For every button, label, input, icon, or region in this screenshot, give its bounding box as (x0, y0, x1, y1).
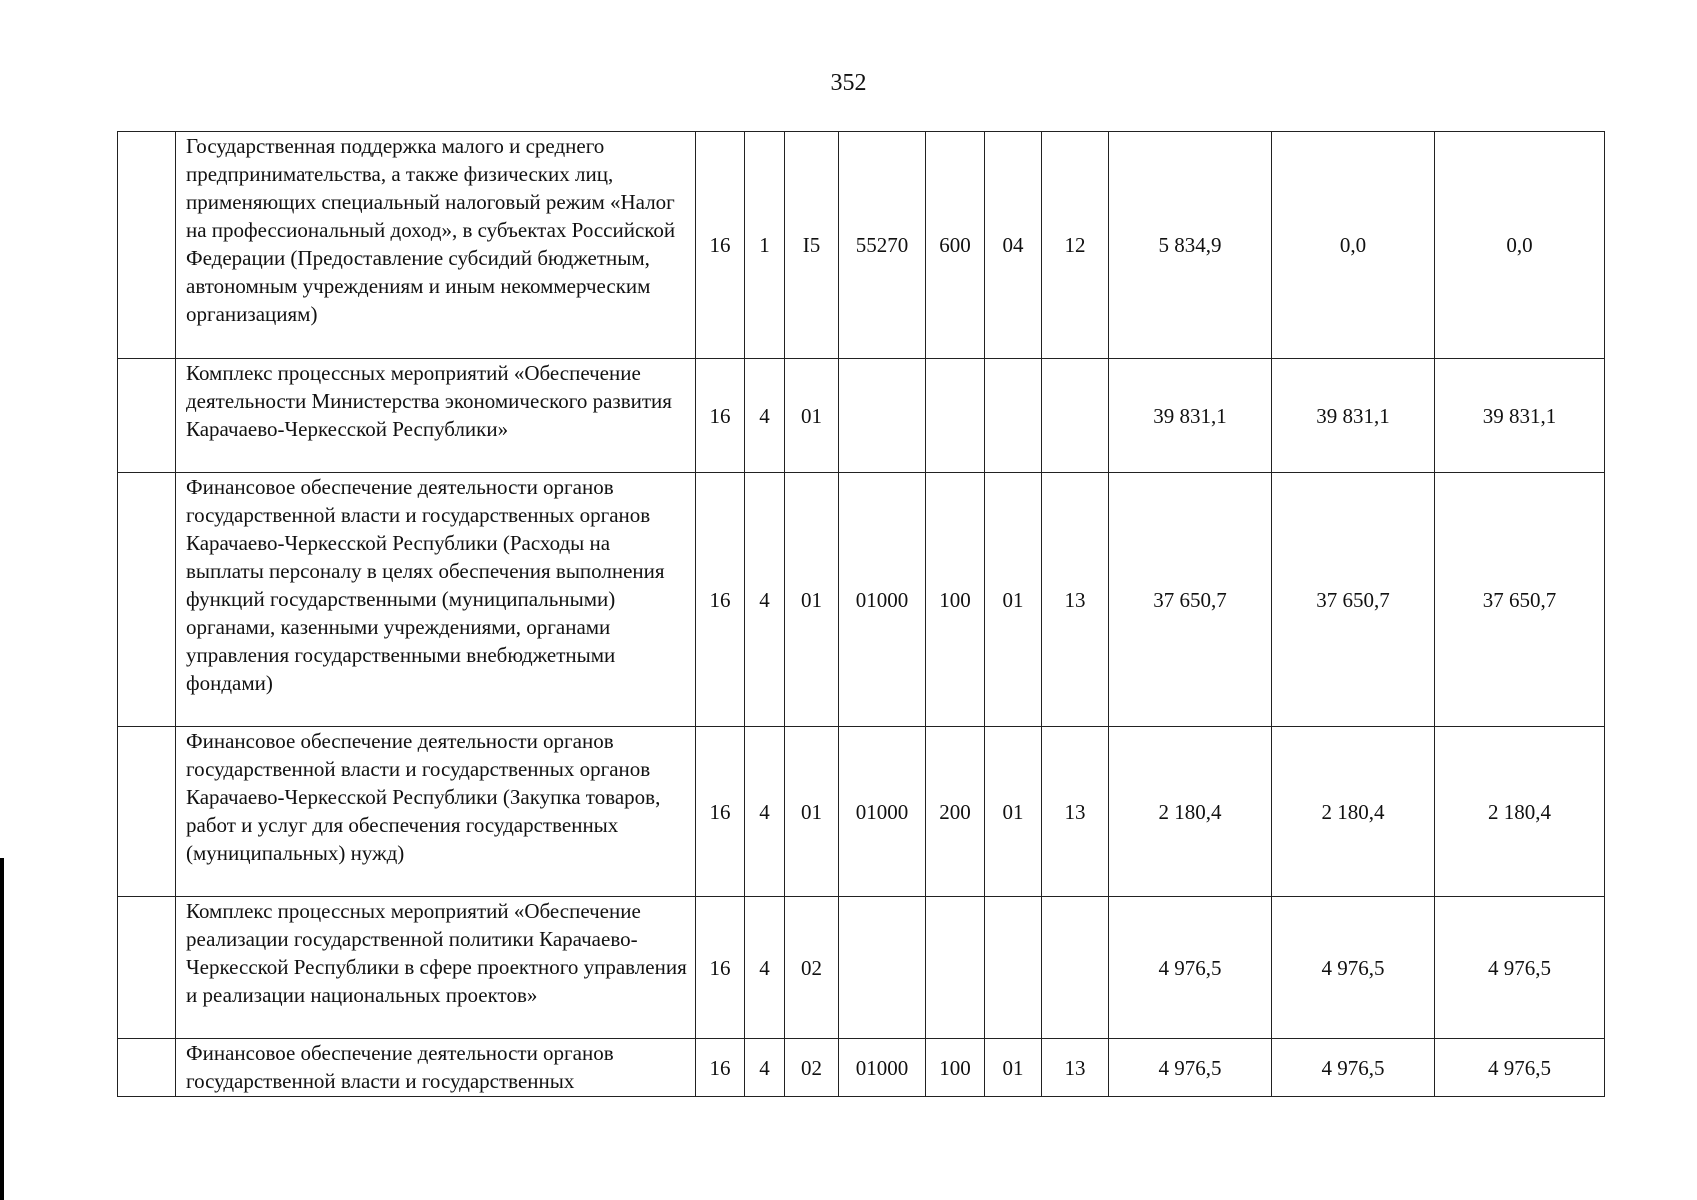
code-cell: 02 (785, 1039, 839, 1097)
amount-cell: 2 180,4 (1272, 727, 1435, 897)
code-cell (1042, 897, 1109, 1039)
amount-cell: 37 650,7 (1272, 473, 1435, 727)
code-cell (926, 897, 985, 1039)
amount-cell: 2 180,4 (1109, 727, 1272, 897)
description-cell: Комплекс процессных мероприятий «Обеспечение деятельности Министерства экономического развития Карачаево-Черкесской Республики» (176, 359, 696, 473)
code-cell (985, 897, 1042, 1039)
description-cell: Финансовое обеспечение деятельности органов государственной власти и государственных органов Карачаево-Черкесской Республики (Закупка товаров, работ и услуг для обеспечения государственных (муниципальных) нужд) (176, 727, 696, 897)
table-row (118, 473, 1605, 727)
code-cell: 4 (745, 473, 785, 727)
code-cell: 01 (785, 727, 839, 897)
code-cell (926, 359, 985, 473)
code-cell: 01000 (839, 727, 926, 897)
budget-table (117, 131, 1605, 1097)
code-cell: 01000 (839, 1039, 926, 1097)
code-cell: 55270 (839, 132, 926, 359)
code-cell: 13 (1042, 1039, 1109, 1097)
scan-edge-mark (0, 858, 4, 1200)
code-cell: 01 (985, 727, 1042, 897)
code-cell: 4 (745, 727, 785, 897)
code-cell: 01000 (839, 473, 926, 727)
code-cell: 01 (985, 1039, 1042, 1097)
amount-cell: 4 976,5 (1435, 1039, 1605, 1097)
row-number-cell (118, 897, 176, 1039)
description-cell: Государственная поддержка малого и среднего предпринимательства, а также физических лиц, применяющих специальный налоговый режим «Налог на профессиональный доход», в субъектах Российской Федерации (Предоставление субсидий бюджетным, автономным учреждениям и иным некоммерческим организациям) (176, 132, 696, 359)
table-row (118, 897, 1605, 1039)
code-cell: 01 (785, 359, 839, 473)
description-cell: Финансовое обеспечение деятельности органов государственной власти и государственных (176, 1039, 696, 1097)
amount-cell: 39 831,1 (1109, 359, 1272, 473)
code-cell: 16 (696, 1039, 745, 1097)
code-cell: 04 (985, 132, 1042, 359)
code-cell: 100 (926, 473, 985, 727)
code-cell: 4 (745, 359, 785, 473)
amount-cell: 37 650,7 (1109, 473, 1272, 727)
code-cell: 4 (745, 1039, 785, 1097)
row-number-cell (118, 1039, 176, 1097)
code-cell: 02 (785, 897, 839, 1039)
amount-cell: 39 831,1 (1435, 359, 1605, 473)
code-cell: 16 (696, 727, 745, 897)
amount-cell: 0,0 (1435, 132, 1605, 359)
code-cell: 16 (696, 897, 745, 1039)
amount-cell: 4 976,5 (1272, 897, 1435, 1039)
amount-cell: 4 976,5 (1109, 897, 1272, 1039)
code-cell: 1 (745, 132, 785, 359)
row-number-cell (118, 473, 176, 727)
row-number-cell (118, 132, 176, 359)
code-cell: 12 (1042, 132, 1109, 359)
amount-cell: 4 976,5 (1435, 897, 1605, 1039)
amount-cell: 2 180,4 (1435, 727, 1605, 897)
amount-cell: 4 976,5 (1109, 1039, 1272, 1097)
code-cell: 01 (785, 473, 839, 727)
code-cell (839, 897, 926, 1039)
code-cell (1042, 359, 1109, 473)
amount-cell: 4 976,5 (1272, 1039, 1435, 1097)
table-row (118, 359, 1605, 473)
table-row (118, 1039, 1605, 1097)
amount-cell: 37 650,7 (1435, 473, 1605, 727)
amount-cell: 0,0 (1272, 132, 1435, 359)
code-cell: 16 (696, 132, 745, 359)
code-cell (839, 359, 926, 473)
amount-cell: 39 831,1 (1272, 359, 1435, 473)
amount-cell: 5 834,9 (1109, 132, 1272, 359)
code-cell: I5 (785, 132, 839, 359)
row-number-cell (118, 727, 176, 897)
code-cell: 4 (745, 897, 785, 1039)
page-number: 352 (830, 70, 867, 96)
code-cell: 600 (926, 132, 985, 359)
table-row (118, 132, 1605, 359)
table-row (118, 727, 1605, 897)
code-cell: 13 (1042, 473, 1109, 727)
code-cell: 13 (1042, 727, 1109, 897)
description-cell: Комплекс процессных мероприятий «Обеспечение реализации государственной политики Карачаево-Черкесской Республики в сфере проектного управления и реализации национальных проектов» (176, 897, 696, 1039)
code-cell: 200 (926, 727, 985, 897)
row-number-cell (118, 359, 176, 473)
code-cell (985, 359, 1042, 473)
code-cell: 16 (696, 359, 745, 473)
code-cell: 16 (696, 473, 745, 727)
description-cell: Финансовое обеспечение деятельности органов государственной власти и государственных органов Карачаево-Черкесской Республики (Расходы на выплаты персоналу в целях обеспечения выполнения функций государственными (муниципальными) органами, казенными учреждениями, органами управления государственными внебюджетными фондами) (176, 473, 696, 727)
code-cell: 100 (926, 1039, 985, 1097)
code-cell: 01 (985, 473, 1042, 727)
